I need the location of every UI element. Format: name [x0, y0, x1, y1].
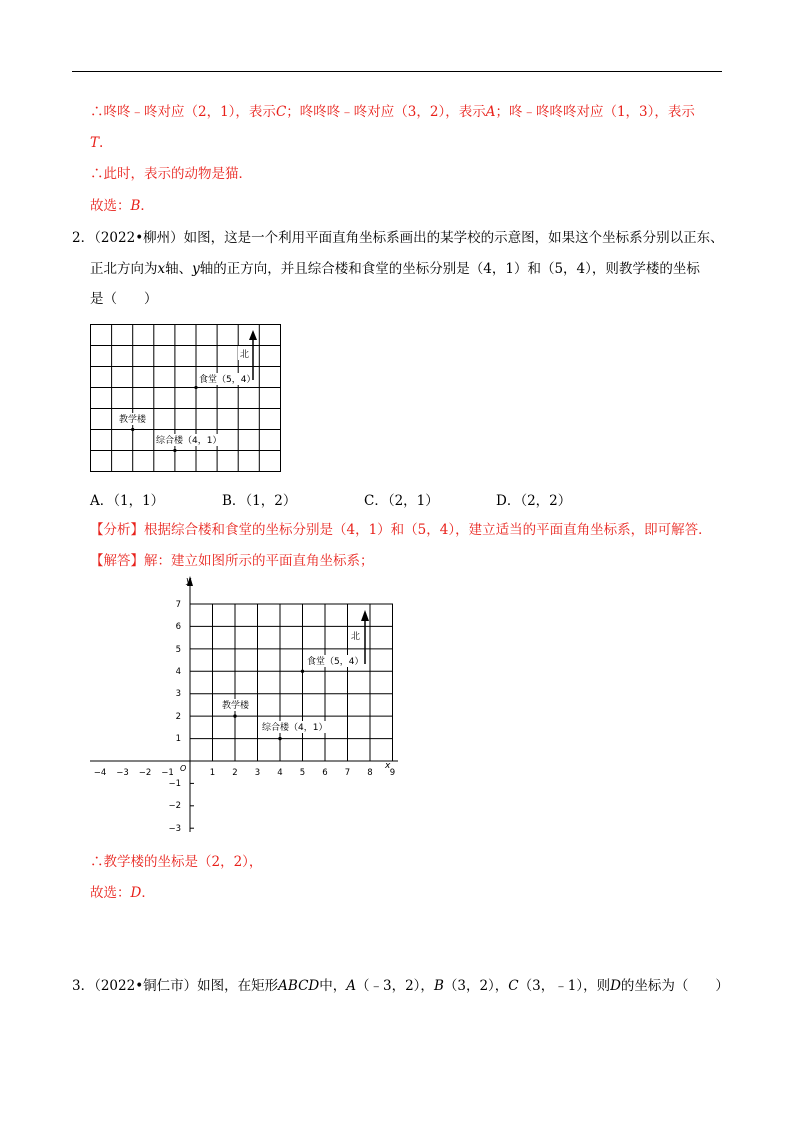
q1-line-1: ∴咚咚﹣咚对应（2，1），表示C；咚咚咚﹣咚对应（3，2），表示A；咚﹣咚咚咚对应（1，3），表示 [90, 104, 695, 120]
y-tick: −1 [168, 779, 181, 789]
canteen-point [301, 670, 304, 673]
teaching-building-point [233, 714, 236, 717]
origin-label: O [180, 764, 187, 773]
option-a: A．（1，1） [90, 493, 165, 509]
y-axis-label: y [186, 576, 192, 586]
q2-stem-1: 2．（2022•柳州）如图，这是一个利用平面直角坐标系画出的某学校的示意图，如果这个坐标系分别以正东、 [72, 230, 724, 246]
y-tick: 2 [175, 712, 181, 722]
q2-stem-2: 正北方向为x轴、y轴的正方向，并且综合楼和食堂的坐标分别是（4，1）和（5，4），则教学楼的坐标 [90, 261, 700, 277]
x-tick: 6 [322, 768, 328, 778]
y-tick: 1 [175, 734, 181, 744]
q2-coordinate-figure [88, 570, 398, 840]
option-c: C．（2，1） [364, 493, 439, 509]
x-tick: −3 [116, 768, 129, 778]
complex-building-label: 综合楼（4，1） [156, 436, 222, 446]
option-d: D．（2，2） [496, 493, 572, 509]
q2-answer: 故选：D． [90, 885, 155, 901]
x-tick: 7 [344, 768, 351, 778]
north-label: 北 [240, 350, 250, 360]
q2-solution: 【解答】解：建立如图所示的平面直角坐标系； [90, 553, 374, 569]
canteen-label: 食堂（5，4） [307, 657, 364, 667]
y-tick: 6 [175, 622, 181, 632]
complex-building-label: 综合楼（4，1） [262, 723, 328, 733]
y-tick: 4 [175, 667, 181, 677]
x-tick: 4 [277, 768, 283, 778]
canteen-point [194, 386, 197, 389]
x-axis-label: x [385, 761, 391, 771]
x-tick: 8 [367, 768, 373, 778]
y-tick: 7 [175, 600, 181, 610]
q2-stem-3: 是（ ） [90, 291, 158, 307]
teaching-building-point [131, 428, 134, 431]
q3-stem: 3．（2022•铜仁市）如图，在矩形ABCD中，A（﹣3，2），B（3，2），C（3，﹣1），则D的坐标为（ ） [72, 978, 729, 994]
teaching-building-label: 教学楼 [119, 415, 147, 425]
y-tick: −3 [168, 824, 181, 834]
complex-building-point [278, 737, 281, 740]
x-tick: 5 [299, 768, 306, 778]
y-tick: 3 [175, 689, 181, 699]
x-tick: 3 [254, 768, 261, 778]
q2-figure-grid [88, 322, 288, 474]
x-tick: 2 [232, 768, 238, 778]
teaching-building-label: 教学楼 [222, 701, 250, 711]
x-tick: 9 [389, 768, 396, 778]
y-tick: 5 [175, 645, 181, 655]
q1-answer: 故选：B． [90, 198, 154, 214]
q1-line-2: T. [90, 135, 104, 151]
q2-conclusion: ∴教学楼的坐标是（2，2）， [90, 854, 263, 870]
x-tick: −2 [138, 768, 152, 778]
x-tick: −1 [161, 768, 174, 778]
x-tick: 1 [209, 768, 216, 778]
option-b: B．（1，2） [222, 493, 297, 509]
x-tick: −4 [93, 768, 107, 778]
q2-analysis: 【分析】根据综合楼和食堂的坐标分别是（4，1）和（5，4），建立适当的平面直角坐标系，即可解答． [90, 522, 712, 538]
complex-building-point [173, 449, 176, 452]
q1-line-3: ∴此时，表示的动物是猫． [90, 166, 252, 182]
north-label: 北 [351, 632, 361, 642]
canteen-label: 食堂（5，4） [199, 375, 256, 385]
header-rule [72, 71, 722, 72]
y-tick: −2 [168, 801, 181, 811]
